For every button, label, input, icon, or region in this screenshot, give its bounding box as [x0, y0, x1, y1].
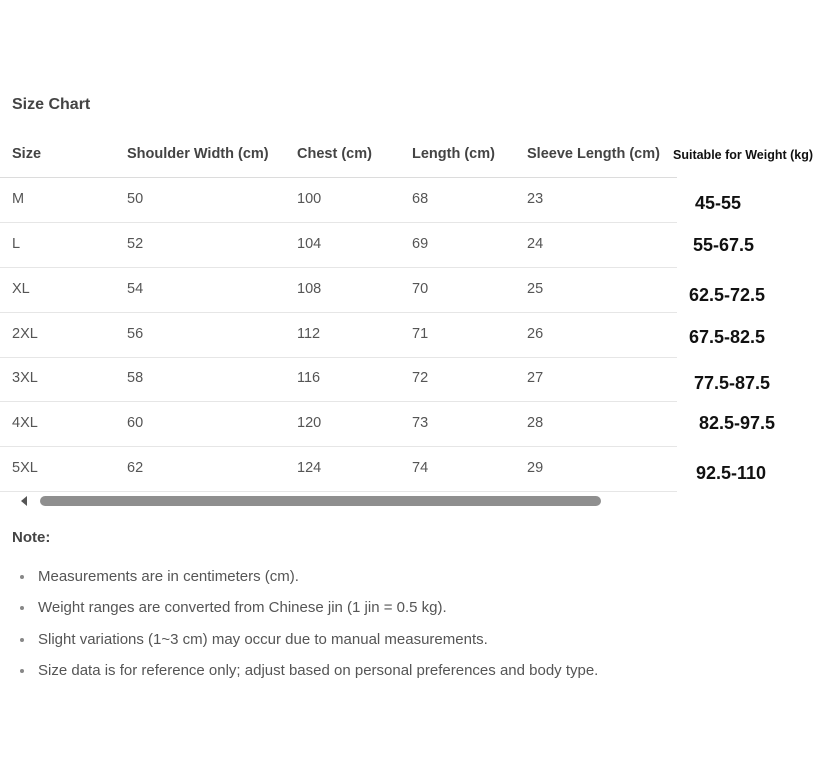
cell-sleeve: 24 — [527, 236, 544, 252]
scroll-thumb[interactable] — [40, 496, 601, 506]
cell-length: 73 — [412, 415, 429, 431]
cell-sleeve: 29 — [527, 460, 544, 476]
cell-sleeve: 26 — [527, 326, 544, 342]
horizontal-scrollbar[interactable] — [12, 492, 677, 510]
weight-value: 62.5-72.5 — [689, 285, 766, 305]
cell-shoulder: 60 — [127, 415, 144, 431]
cell-length: 72 — [412, 370, 429, 386]
cell-length: 70 — [412, 281, 429, 297]
cell-chest: 104 — [297, 236, 322, 252]
cell-size: 4XL — [12, 415, 38, 431]
bullet-icon — [20, 638, 24, 642]
weight-value: 55-67.5 — [693, 235, 755, 255]
cell-length: 71 — [412, 326, 429, 342]
note-title: Note: — [12, 529, 51, 546]
note-text: Measurements are in centimeters (cm). — [38, 568, 299, 585]
cell-shoulder: 54 — [127, 281, 144, 297]
cell-chest: 108 — [297, 281, 322, 297]
cell-sleeve: 23 — [527, 191, 544, 207]
cell-sleeve: 27 — [527, 370, 544, 386]
cell-chest: 116 — [297, 370, 321, 386]
cell-shoulder: 50 — [127, 191, 144, 207]
bullet-icon — [20, 669, 24, 673]
cell-length: 68 — [412, 191, 429, 207]
cell-sleeve: 28 — [527, 415, 544, 431]
note-text: Weight ranges are converted from Chinese jin (1 jin = 0.5 kg). — [38, 599, 447, 616]
cell-size: 5XL — [12, 460, 38, 476]
bullet-icon — [20, 606, 24, 610]
cell-chest: 120 — [297, 415, 322, 431]
header-size: Size — [12, 146, 42, 162]
weight-value: 45-55 — [695, 193, 742, 213]
weight-value: 77.5-87.5 — [694, 373, 771, 393]
weight-value: 82.5-97.5 — [699, 413, 776, 433]
header-length: Length (cm) — [412, 146, 495, 162]
header-chest: Chest (cm) — [297, 146, 372, 162]
cell-shoulder: 58 — [127, 370, 144, 386]
header-sleeve-length: Sleeve Length (cm) — [527, 146, 660, 162]
cell-size: L — [12, 236, 21, 252]
cell-sleeve: 25 — [527, 281, 544, 297]
header-shoulder-width: Shoulder Width (cm) — [127, 146, 269, 162]
weight-value: 67.5-82.5 — [689, 327, 766, 347]
cell-shoulder: 56 — [127, 326, 144, 342]
cell-chest: 112 — [297, 326, 321, 342]
cell-size: 2XL — [12, 326, 38, 342]
weight-value: 92.5-110 — [696, 463, 767, 483]
bullet-icon — [20, 575, 24, 579]
cell-size: M — [12, 191, 25, 207]
header-weight: Suitable for Weight (kg) — [673, 148, 814, 162]
cell-chest: 124 — [297, 460, 322, 476]
cell-shoulder: 52 — [127, 236, 144, 252]
cell-length: 74 — [412, 460, 429, 476]
scroll-left-arrow-icon[interactable] — [21, 496, 27, 506]
cell-chest: 100 — [297, 191, 322, 207]
cell-shoulder: 62 — [127, 460, 144, 476]
cell-size: XL — [12, 281, 30, 297]
note-text: Slight variations (1~3 cm) may occur due to manual measurements. — [38, 631, 488, 648]
note-text: Size data is for reference only; adjust based on personal preferences and body type. — [38, 662, 599, 679]
table-header-row — [0, 140, 836, 178]
cell-length: 69 — [412, 236, 429, 252]
size-chart-title: Size Chart — [12, 96, 91, 113]
cell-size: 3XL — [12, 370, 38, 386]
